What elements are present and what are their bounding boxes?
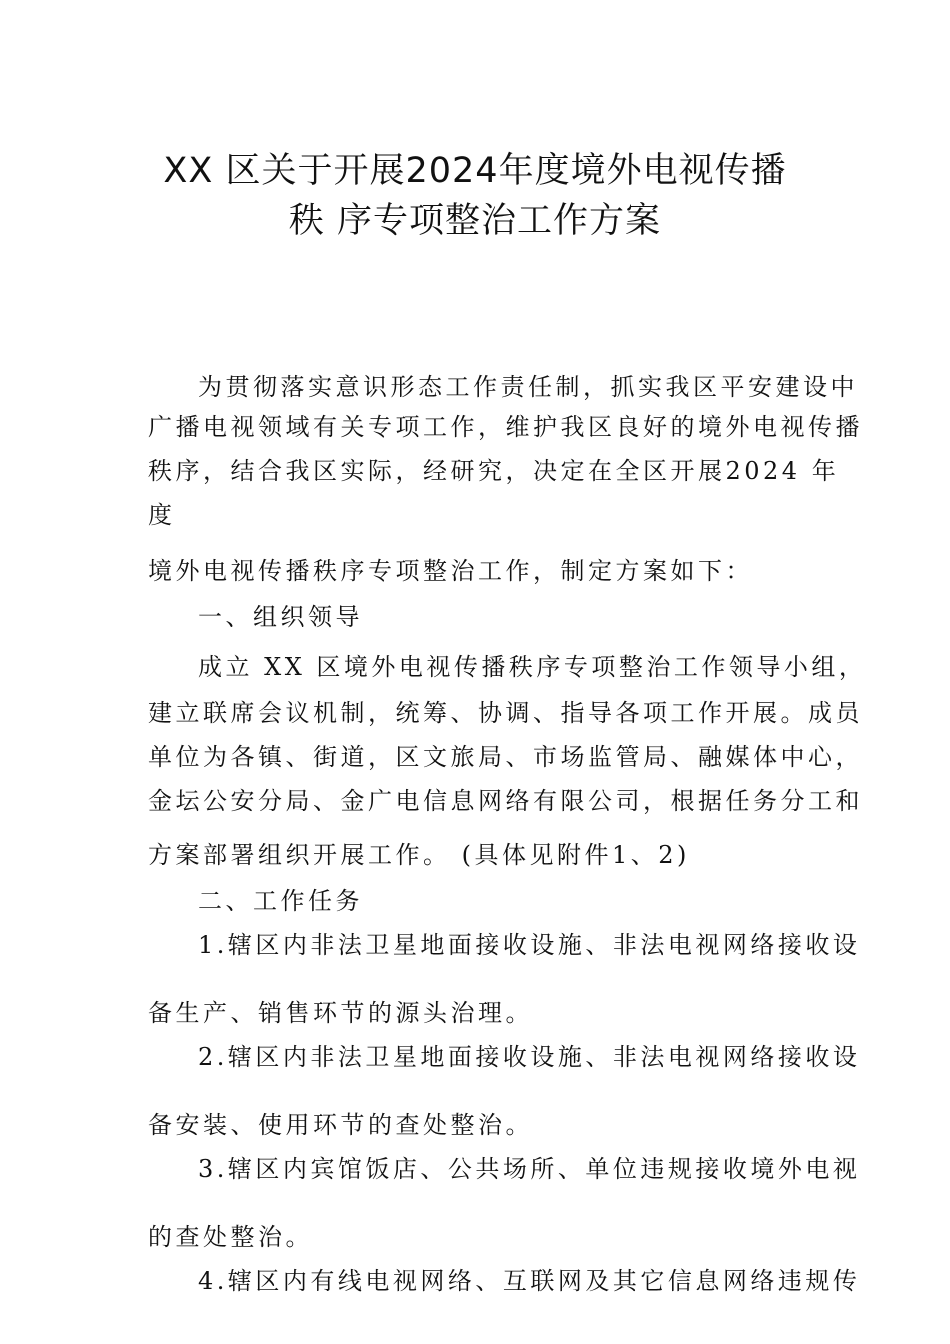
list-item-line: 4.辖区内有线电视网络、互联网及其它信息网络违规传 <box>198 1267 861 1295</box>
paragraph-line: 秩序，结合我区实际，经研究，决定在全区开展2024 年 <box>148 457 840 485</box>
section-heading: 一、组织领导 <box>198 603 363 631</box>
list-item-line: 3.辖区内宾馆饭店、公共场所、单位违规接收境外电视 <box>198 1155 861 1183</box>
paragraph-line: 广播电视领域有关专项工作，维护我区良好的境外电视传播 <box>148 413 863 441</box>
document-title-line-1: XX 区关于开展2024年度境外电视传播 <box>163 151 787 191</box>
paragraph-line: 成立 XX 区境外电视传播秩序专项整治工作领导小组， <box>198 653 867 681</box>
paragraph-line: 为贯彻落实意识形态工作责任制，抓实我区平安建设中 <box>198 373 858 401</box>
list-item-line: 备生产、销售环节的源头治理。 <box>148 999 533 1027</box>
paragraph-line: 度 <box>148 501 176 529</box>
list-item-line: 2.辖区内非法卫星地面接收设施、非法电视网络接收设 <box>198 1043 861 1071</box>
section-heading: 二、工作任务 <box>198 887 363 915</box>
paragraph-line: 金坛公安分局、金广电信息网络有限公司，根据任务分工和 <box>148 787 863 815</box>
list-item-line: 1.辖区内非法卫星地面接收设施、非法电视网络接收设 <box>198 931 861 959</box>
paragraph-line: 方案部署组织开展工作。 (具体见附件1、2) <box>148 841 690 869</box>
list-item-line: 的查处整治。 <box>148 1223 313 1251</box>
paragraph-line: 单位为各镇、街道，区文旅局、市场监管局、融媒体中心， <box>148 743 863 771</box>
paragraph-line: 建立联席会议机制，统筹、协调、指导各项工作开展。成员 <box>148 699 863 727</box>
document-title-line-2: 秩 序专项整治工作方案 <box>288 201 662 241</box>
list-item-line: 备安装、使用环节的查处整治。 <box>148 1111 533 1139</box>
paragraph-line: 境外电视传播秩序专项整治工作，制定方案如下： <box>148 557 753 585</box>
